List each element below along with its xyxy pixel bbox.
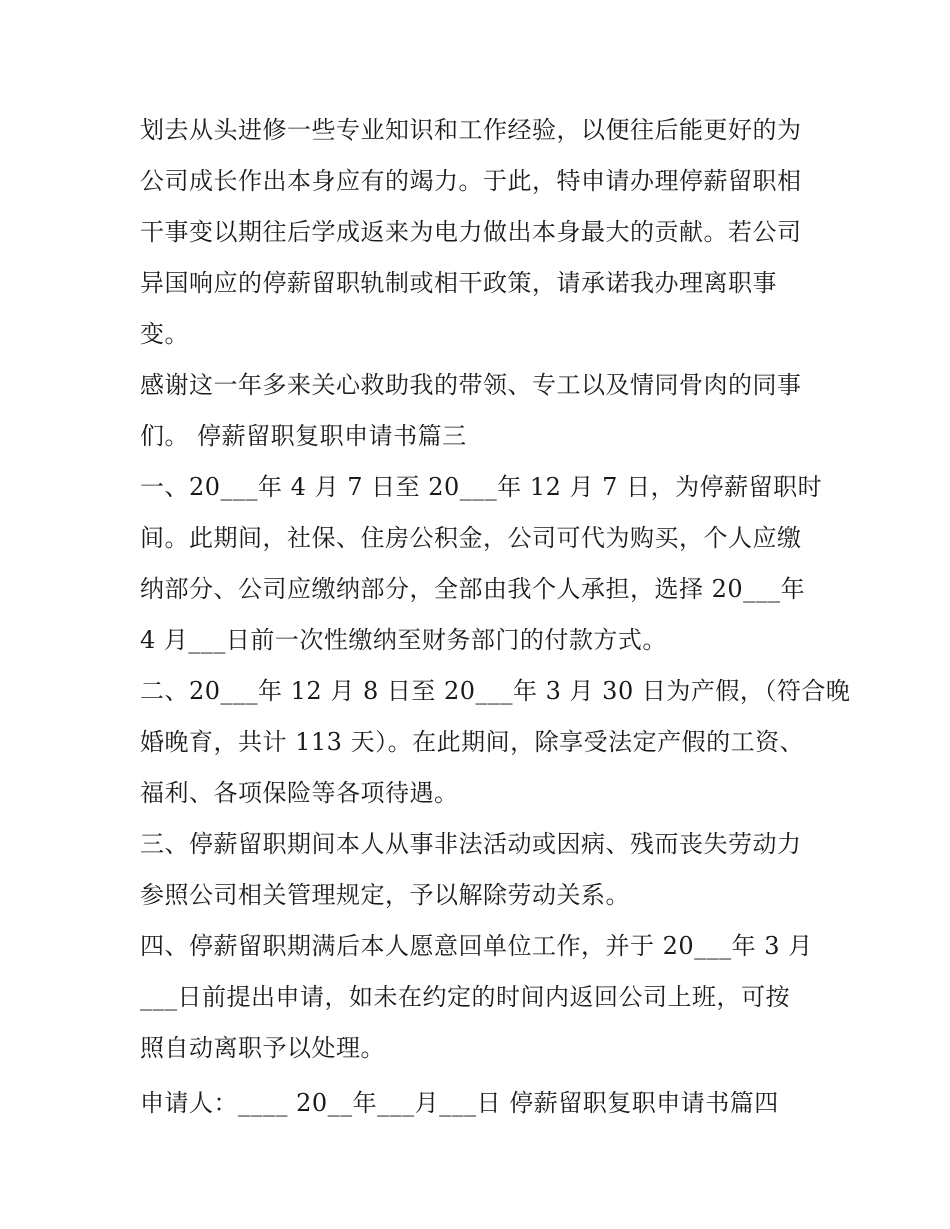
text-line: 婚晚育，共计 113 天）。在此期间，除享受法定产假的工资、 (140, 728, 805, 756)
paragraph-item-1 (140, 462, 830, 666)
text-line: 申请人：____ 20__年___月___日 停薪留职复职申请书篇四 (140, 1089, 779, 1117)
text-line: 感谢这一年多来关心救助我的带领、专工以及情同骨肉的同事 (140, 371, 802, 399)
paragraph-item-4 (140, 921, 830, 1074)
text-line: 二、20___年 12 月 8 日至 20___年 3 月 30 日为产假，（符合晚 (140, 677, 851, 705)
signature-line (140, 1078, 830, 1129)
text-line: 间。此期间，社保、住房公积金，公司可代为购买，个人应缴 (140, 524, 802, 552)
text-line: 变。 (140, 320, 189, 348)
text-line: 一、20___年 4 月 7 日至 20___年 12 月 7 日，为停薪留职时 (140, 473, 823, 501)
text-line: 异国响应的停薪留职轨制或相干政策，请承诺我办理离职事 (140, 269, 777, 297)
text-line: 参照公司相关管理规定，予以解除劳动关系。 (140, 881, 630, 909)
document-body (140, 105, 851, 1129)
text-line: 纳部分、公司应缴纳部分，全部由我个人承担，选择 20___年 (140, 575, 806, 603)
paragraph-2 (140, 360, 830, 462)
text-line: 福利、各项保险等各项待遇。 (140, 779, 459, 807)
text-line: 们。 停薪留职复职申请书篇三 (140, 422, 467, 450)
text-line: 干事变以期往后学成返来为电力做出本身最大的贡献。若公司 (140, 218, 802, 246)
paragraph-item-2 (140, 666, 851, 819)
text-line: 四、停薪留职期满后本人愿意回单位工作，并于 20___年 3 月 (140, 932, 813, 960)
text-line: 划去从头进修一些专业知识和工作经验，以便往后能更好的为 (140, 116, 802, 144)
text-line: 公司成长作出本身应有的竭力。于此，特申请办理停薪留职相 (140, 167, 802, 195)
text-line: 照自动离职予以处理。 (140, 1034, 385, 1062)
paragraph-1 (140, 105, 830, 360)
text-line: 4 月___日前一次性缴纳至财务部门的付款方式。 (140, 626, 667, 654)
text-line: ___日前提出申请，如未在约定的时间内返回公司上班，可按 (140, 983, 790, 1011)
paragraph-item-3 (140, 819, 830, 921)
text-line: 三、停薪留职期间本人从事非法活动或因病、残而丧失劳动力 (140, 830, 802, 858)
